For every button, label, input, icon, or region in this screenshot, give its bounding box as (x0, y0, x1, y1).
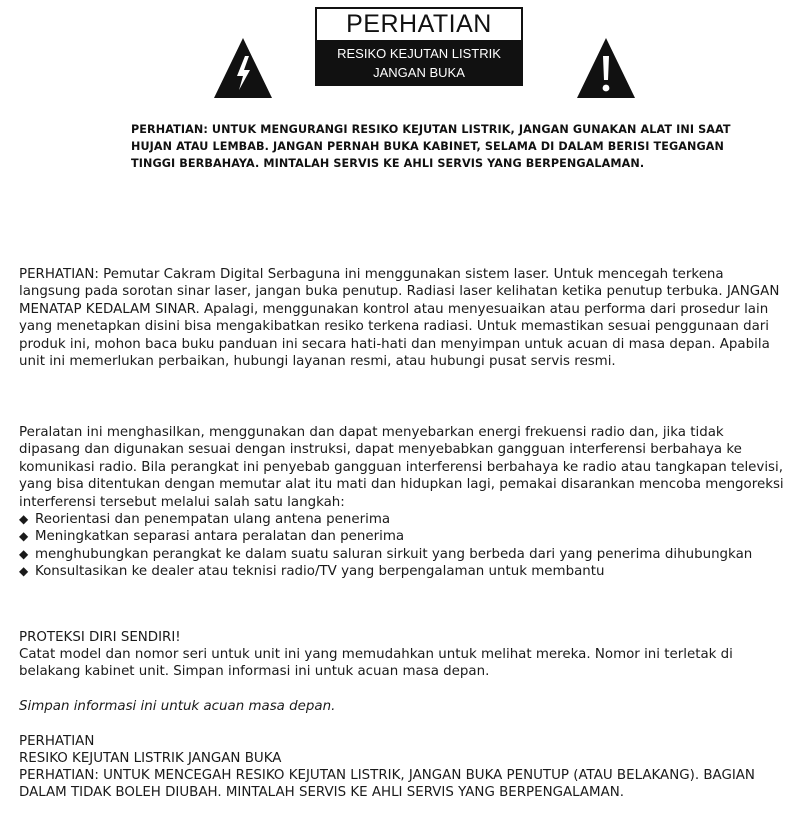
remedy-list (19, 511, 789, 581)
list-item-text: menghubungkan perangkat ke dalam suatu saluran sirkuit yang berbeda dari yang penerima dihubungkan (35, 546, 753, 562)
list-item-text: Meningkatkan separasi antara peralatan dan penerima (35, 529, 405, 545)
bold-warning-text: PERHATIAN: UNTUK MENGURANGI RESIKO KEJUTAN LISTRIK, JANGAN GUNAKAN ALAT INI SAAT HUJAN ATAU LEMBAB. JANGAN PERNAH BUKA KABINET, SELAMA DI DALAM BERISI TEGANGAN TINGGI BERBAHAYA. MINTALAH SERVIS KE AHLI SERVIS YANG BERPENGALAMAN. (131, 123, 731, 170)
list-item (19, 511, 789, 528)
diamond-bullet-icon: ◆ (19, 529, 29, 544)
warning-title: PERHATIAN (346, 10, 492, 38)
diamond-bullet-icon: ◆ (19, 564, 29, 579)
exclamation-warning-icon (575, 36, 637, 100)
warning-subtitle-line2: JANGAN BUKA (373, 65, 465, 80)
radio-interference-paragraph: Peralatan ini menghasilkan, menggunakan dan dapat menyebarkan energi frekuensi radio dan, jika tidak dipasang dan digunakan sesuai dengan instruksi, dapat menyebabkan gangguan interferensi berbahaya ke komunikasi radio. Bila perangkat ini penyebab gangguan interferensi berbahaya ke radio atau tangkapan televisi, yang bisa ditentukan dengan memutar alat itu mati dan hidupkan lagi, pemakai disarankan mencoba mengoreksi interferensi tersebut melalui salah satu langkah: (19, 425, 784, 510)
warning-subtitle-line1: RESIKO KEJUTAN LISTRIK (337, 46, 501, 61)
list-item-text: Reorientasi dan penempatan ulang antena penerima (35, 512, 391, 527)
list-item-text: Konsultasikan ke dealer atau teknisi radio/TV yang berpengalaman untuk membantu (35, 564, 605, 580)
warning-label-box (315, 7, 523, 86)
warning-subtitle (317, 40, 521, 84)
list-item (19, 528, 789, 545)
protection-heading: PROTEKSI DIRI SENDIRI! (19, 630, 181, 645)
lightning-warning-icon (212, 36, 274, 100)
caution-heading: PERHATIAN (19, 734, 95, 749)
diamond-bullet-icon: ◆ (19, 512, 29, 526)
list-item (19, 546, 789, 563)
caution-subheading: RESIKO KEJUTAN LISTRIK JANGAN BUKA (19, 751, 282, 766)
caution-body: PERHATIAN: UNTUK MENCEGAH RESIKO KEJUTAN LISTRIK, JANGAN BUKA PENUTUP (ATAU BELAKANG). BAGIAN DALAM TIDAK BOLEH DIUBAH. MINTALAH SERVIS KE AHLI SERVIS YANG BERPENGALAMAN. (19, 768, 755, 801)
protection-body: Catat model dan nomor seri untuk unit ini yang memudahkan untuk melihat mereka. Nomor ini terletak di belakang kabinet unit. Simpan informasi ini untuk acuan masa depan. (19, 647, 733, 680)
laser-paragraph: PERHATIAN: Pemutar Cakram Digital Serbaguna ini menggunakan sistem laser. Untuk mencegah terkena langsung pada sorotan sinar laser, jangan buka penutup. Radiasi laser kelihatan ketika penutup terbuka. JANGAN MENATAP KEDALAM SINAR. Apalagi, menggunakan kontrol atau menyesuaikan atau performa dari prosedur lain yang menetapkan disini bisa mengakibatkan resiko terkena radiasi. Untuk memastikan sesuai penggunaan dari produk ini, mohon baca buku panduan ini secara hati-hati dan menyimpan untuk acuan di masa depan. Apabila unit ini memerlukan perbaikan, hubungi layanan resmi, atau hubungi pusat servis resmi. (19, 267, 780, 370)
list-item (19, 563, 789, 580)
diamond-bullet-icon: ◆ (19, 546, 29, 561)
italic-note: Simpan informasi ini untuk acuan masa depan. (19, 699, 336, 714)
